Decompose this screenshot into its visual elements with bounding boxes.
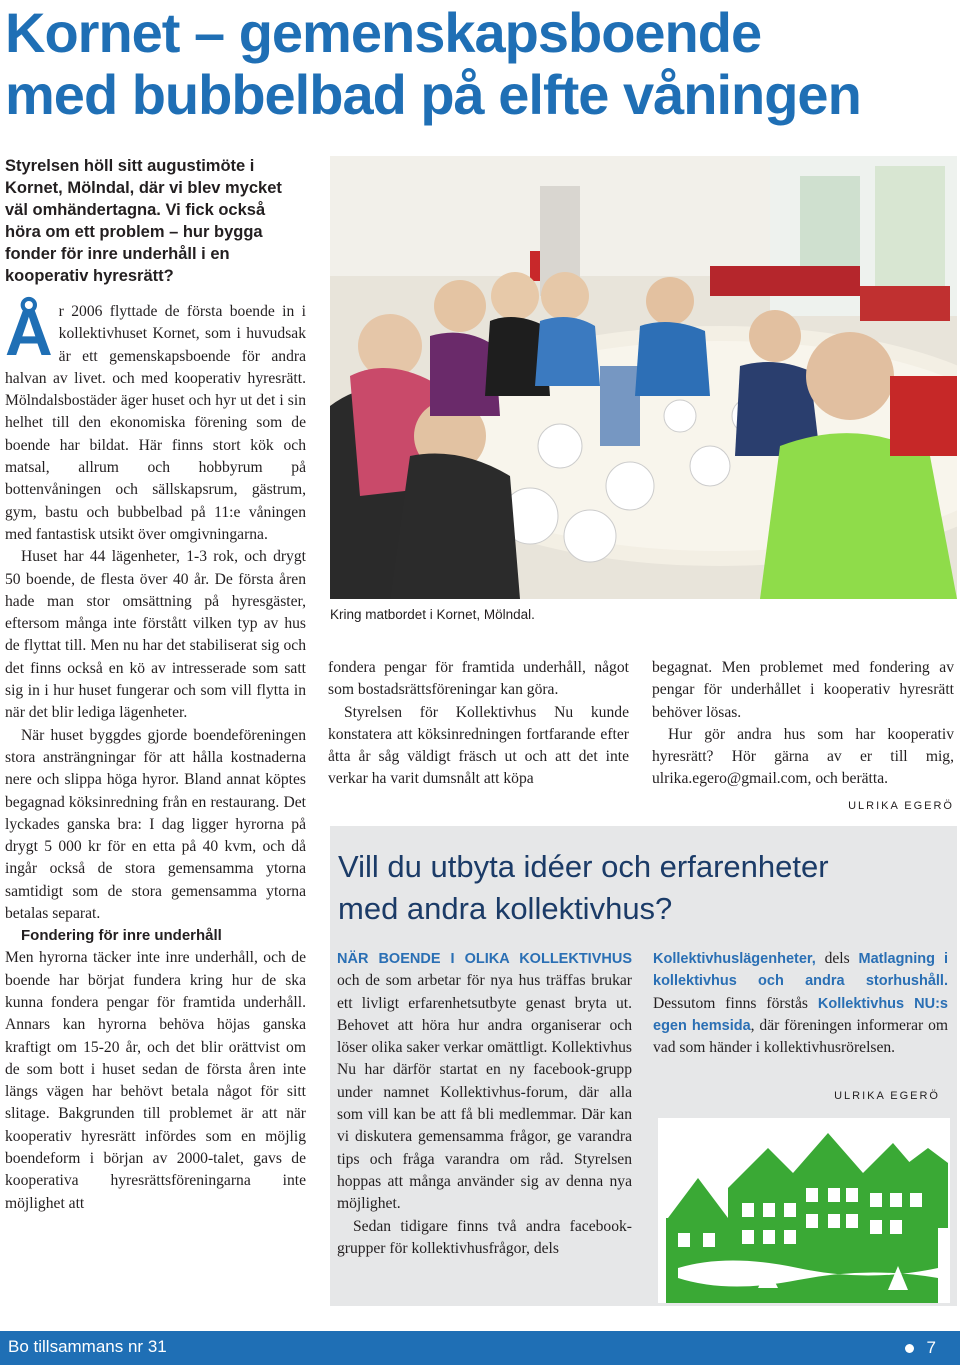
box-text-1: dels bbox=[815, 950, 859, 967]
page-number: 7 bbox=[926, 1338, 936, 1357]
box-column-1 bbox=[337, 948, 632, 1260]
box-paragraph-1-text: och de som arbetar för nya hus träffas brukar ett livligt erfarenhetsutbyte genast bryta ut. Behovet att höra hur andra organiserar och löser olika saker verkar omättligt. Kollektivhus Nu har därför startat en ny facebook-grupp under namnet Kollektivhus-forum, där alla som vill kan be att få bli medlemmar. Där kan vi diskutera gemensamma frågor, ge varandra tips och fråga varandra om råd. Styrelsen hoppas att många använder sig av denna nya möjlighet. bbox=[337, 972, 632, 1213]
article-column-3 bbox=[652, 657, 954, 817]
box-heading-line-2: med andra kollektivhus? bbox=[338, 891, 673, 926]
article-column-1 bbox=[5, 295, 306, 1215]
title-line-1: Kornet – gemenskapsboende bbox=[5, 1, 762, 64]
box-heading-line-1: Vill du utbyta idéer och erfarenheter bbox=[338, 849, 829, 884]
paragraph-3: När huset byggdes gjorde boendeföreningen stora ansträngningar för att hålla kostnaderna nere och slippa höga hyror. Bland annat köptes begagnad köksinredning från en restaurang. Det lyckades ganska bra: I dag ligger hyrorna på drygt 5 000 kr för en etta på 40 kvm, och då ingår också de stora gemensamma ytorna samtidigt som de stora gemensamma ytorna betalas separat. bbox=[5, 726, 306, 923]
col3-paragraph-2: Hur gör andra hus som har kooperativ hyresrätt? Hör gärna av er till mig, ulrika.egero@gmail.com, och berätta. bbox=[652, 725, 954, 788]
photo-caption: Kring matbordet i Kornet, Mölndal. bbox=[330, 607, 535, 622]
col3-paragraph-1: begagnat. Men problemet med fondering av pengar för underhållet i kooperativ hyresrätt behöver lösas. bbox=[652, 659, 954, 721]
paragraph-1-text: r 2006 flyttade de första boende in i kollektivhuset Kornet, som i huvudsak är ett gemenskapsboende för andra halvan av livet. och med kooperativ hyresrätt. Mölndalsbostäder äger huset och hyr ut det i sin helhet till den ekonomiska förening som de boende har bildat. Här finns stort kök och matsal, allrum och hobbyrum på bottenvåningen och sällskapsrum, gästrum, gym, bastu och bubbelbad på 11:e våningen med fantastisk utsikt över omgivningarna. bbox=[5, 303, 306, 543]
box-byline: ULRIKA EGERÖ bbox=[834, 1090, 940, 1103]
website-link[interactable]: Kollektivhus NU:s egen hemsida bbox=[653, 995, 948, 1034]
drop-cap: Å bbox=[5, 295, 53, 369]
houses-illustration bbox=[658, 1118, 950, 1303]
col2-paragraph-1: fondera pengar för framtida underhåll, något som bostadsrättsföreningar kan göra. bbox=[328, 659, 629, 699]
footer-bullet-icon bbox=[905, 1344, 914, 1353]
box-heading bbox=[338, 846, 938, 930]
facebook-group-link-1[interactable]: Kollektivhuslägenheter, bbox=[653, 951, 816, 967]
box-paragraph-2: Sedan tidigare finns två andra facebook-grupper för kollektivhusfrågor, dels bbox=[337, 1217, 632, 1257]
box-highlight-lead: NÄR BOENDE I OLIKA KOLLEKTIVHUS bbox=[337, 951, 632, 967]
lead-paragraph: Styrelsen höll sitt augustimöte i Kornet, Mölndal, där vi blev mycket väl omhändertagna. Vi fick också höra om ett problem – hur bygga fonder för inre underhåll i en kooperativ hyresrätt? bbox=[5, 157, 282, 285]
box-text-3: , där föreningen informerar om vad som händer i kollektivhusrörelsen. bbox=[653, 1016, 948, 1057]
article-column-2 bbox=[328, 657, 629, 791]
article-byline: ULRIKA EGERÖ bbox=[848, 799, 954, 812]
box-paragraph-1 bbox=[337, 948, 632, 1216]
box-paragraph-3 bbox=[653, 948, 948, 1059]
article-title bbox=[5, 2, 955, 126]
title-line-2: med bubbelbad på elfte våningen bbox=[5, 63, 861, 126]
facebook-group-link-2[interactable]: Matlagning i kollektivhus och andra storhushåll. bbox=[653, 951, 948, 990]
box-text-2: Dessutom finns förstås bbox=[653, 994, 818, 1012]
page-footer bbox=[0, 1331, 960, 1365]
magazine-issue: Bo tillsammans nr 31 bbox=[8, 1337, 167, 1356]
paragraph-intro bbox=[5, 295, 306, 546]
dining-table-photo bbox=[330, 156, 957, 599]
box-column-2 bbox=[653, 948, 948, 1108]
subheading: Fondering för inre underhåll bbox=[21, 927, 222, 945]
paragraph-4: Men hyrorna täcker inte inre underhåll, och de boende har börjat fundera kring hur de ska kunna fondera pengar för framtida underhåll. Annars kan hyrorna behöva höjas ganska kraftigt om 15-20 år, och det blir orättvist om de som bott i huset sedan de första åren inte längs vägen har behövt betala något för sitt slitage. Bakgrunden till problemet är att när kooperativ hyresrätt infördes som en möjlig boendeform i början av 2000-talet, gavs de kooperativa hyresrättsföreningarna inte möjlighet att bbox=[5, 949, 306, 1212]
col2-paragraph-2: Styrelsen för Kollektivhus Nu kunde konstatera att köksinredningen fortfarande efter åtta år såg väldigt fräsch ut och att det inte verkar ha varit dumsnålt att köpa bbox=[328, 703, 629, 788]
paragraph-2: Huset har 44 lägenheter, 1-3 rok, och drygt 50 boende, de flesta över 40 år. De första åren hade man stor omsättning på hyresgäster, eftersom många inte förstått vilken typ av hus de flyttat till. Men nu har det stabiliserat sig och det finns också en kö av intresserade som satt sig in i hur huset fungerar och som vill flytta in när det blir lediga lägenheter. bbox=[5, 548, 306, 722]
